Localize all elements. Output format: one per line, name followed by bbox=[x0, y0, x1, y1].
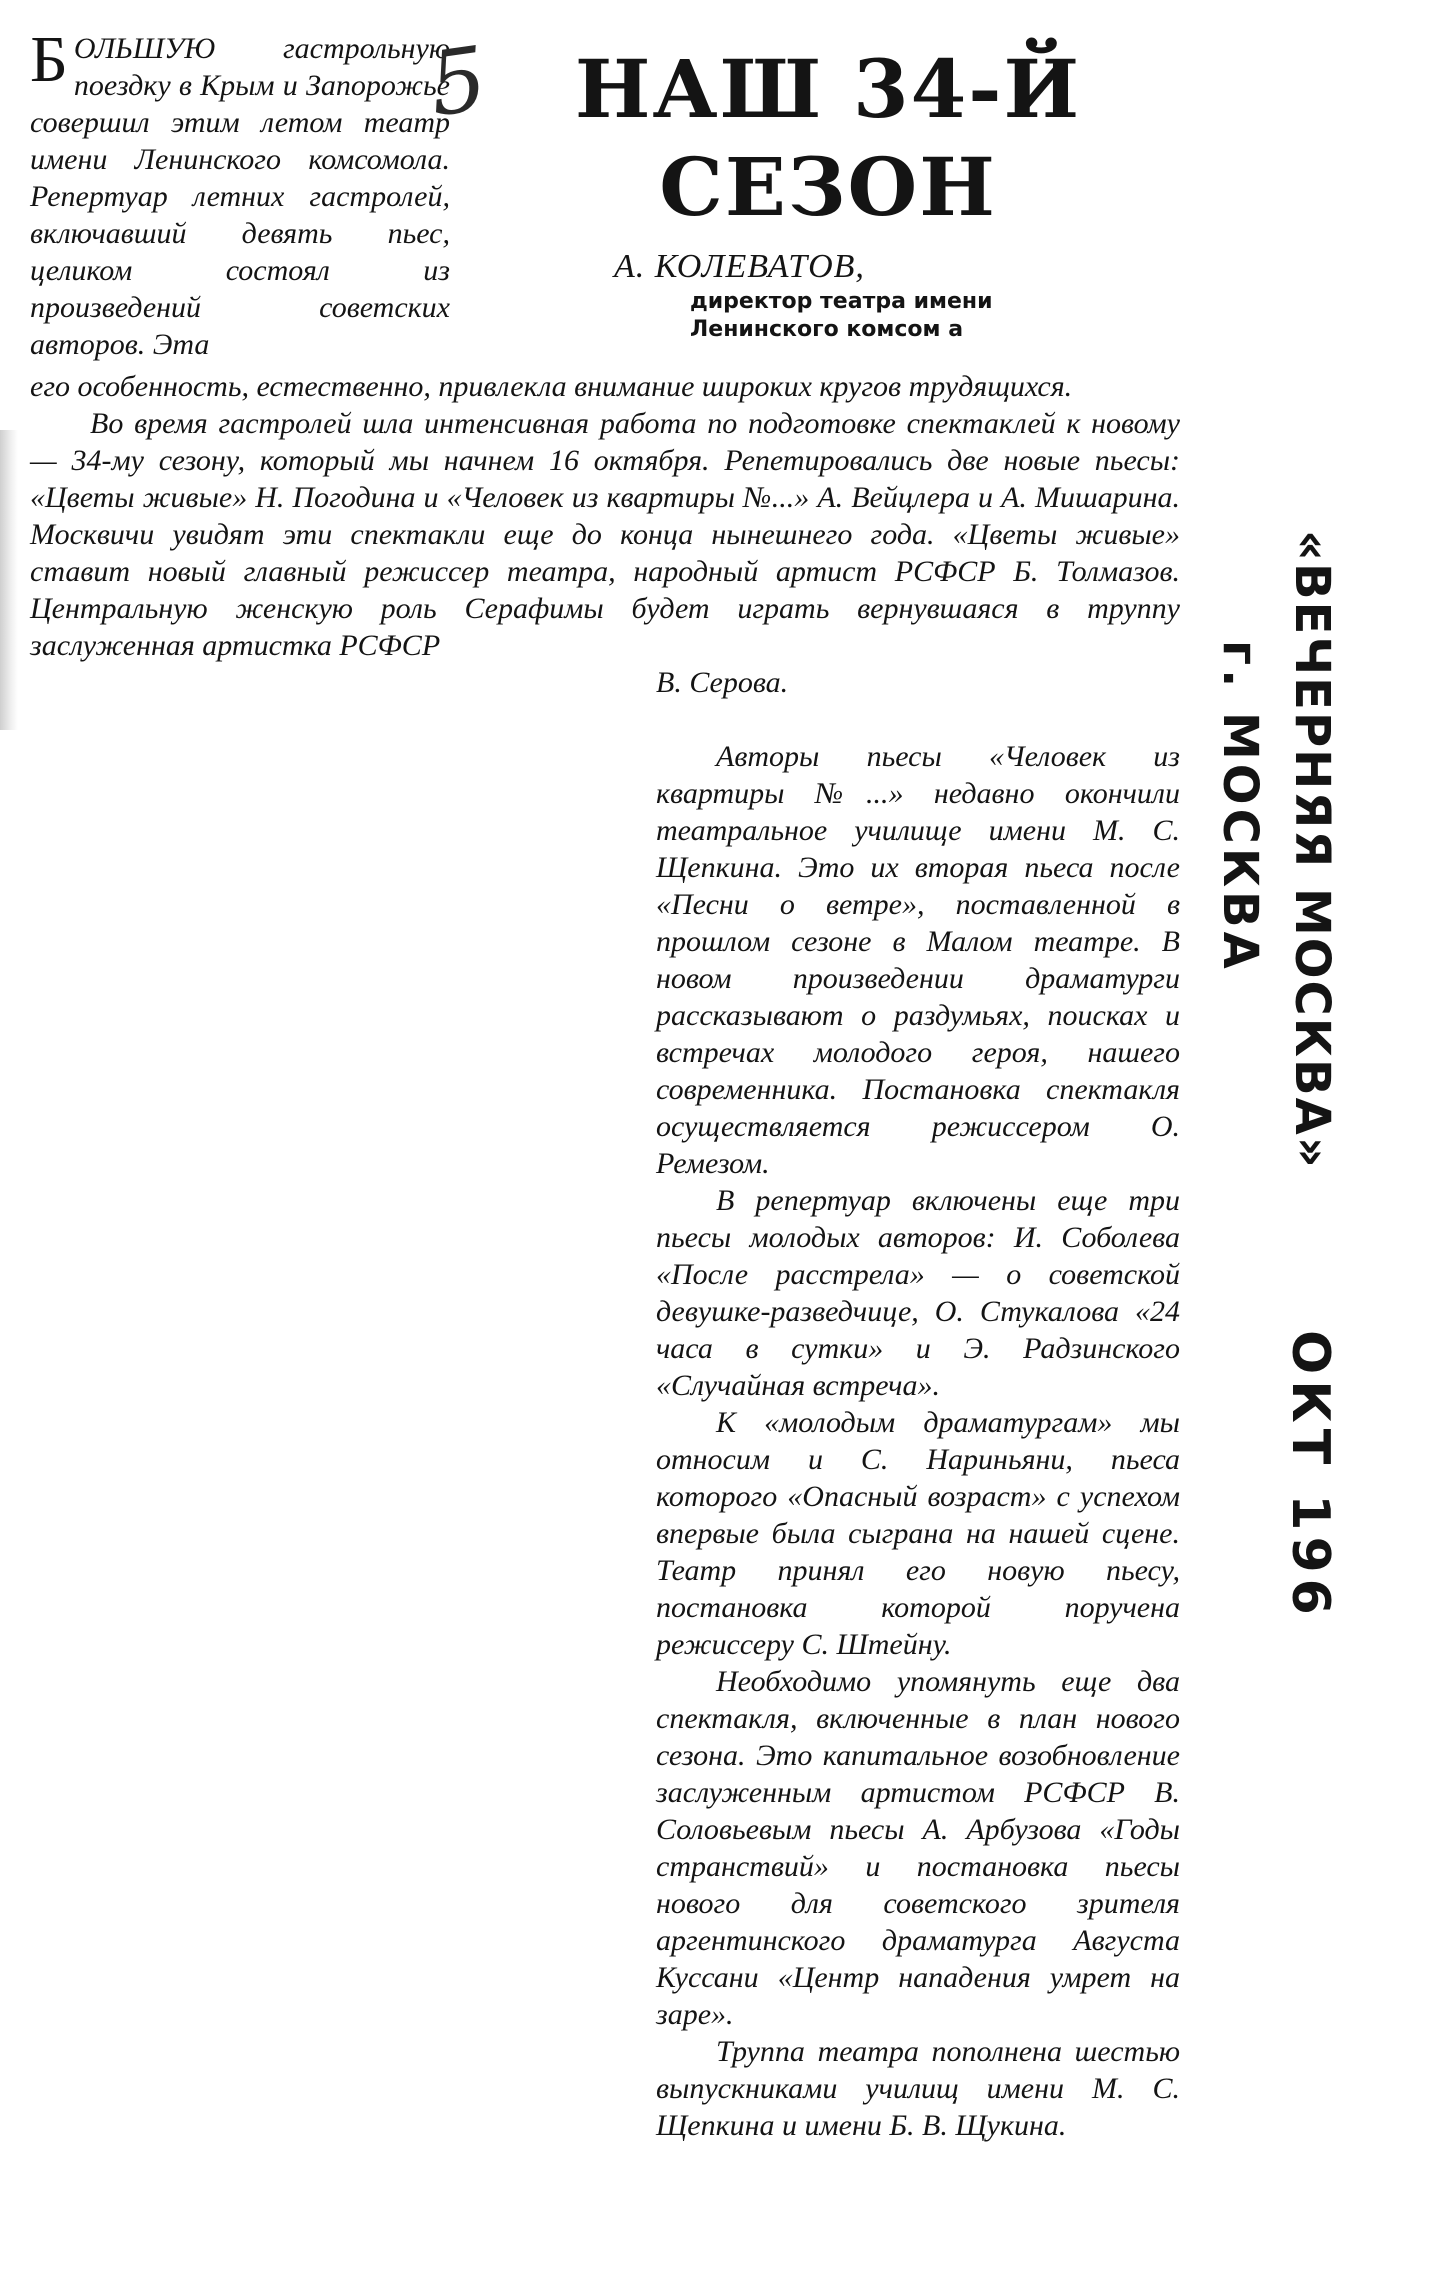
scan-edge-shadow bbox=[0, 430, 18, 730]
column-paragraph: Авторы пьесы «Человек из квартиры №...» недавно окончили театральное училище имени М. С. Щепкина. Это их вторая пьеса после «Песни о ветре», поставленной в прошлом сезоне в Малом театре. В новом произведении драматурги рассказывают о раздумьях, поисках и встречах молодого героя, нашего современника. Постановка спектакля осуществляется режиссером О. Ремезом. bbox=[656, 740, 1180, 1180]
lead-paragraph bbox=[30, 23, 450, 363]
handwritten-number: 5 bbox=[423, 26, 493, 137]
column-paragraph: Труппа театра пополнена шестью выпускниками училищ имени М. С. Щепкина и имени Б. В. Щукина. bbox=[656, 2035, 1180, 2142]
drop-cap: Б bbox=[30, 23, 68, 96]
lead-continuation: его особенность, естественно, привлекла внимание широких кругов трудящихся. bbox=[30, 370, 1073, 403]
stamp-date: ОКТ 196 bbox=[1280, 1330, 1340, 1621]
paragraph-2: Во время гастролей шла интенсивная работа по подготовке спектаклей к новому — 34-му сезону, который мы начнем 16 октября. Репетировались две новые пьесы: «Цветы живые» Н. Погодина и «Человек из квартиры №...» А. Вейцлера и А. Мишарина. Москвичи увидят эти спектакли еще до конца нынешнего года. «Цветы живые» ставит новый главный режиссер театра, народный артист РСФСР Б. Толмазов. Центральную женскую роль Серафимы будет играть вернувшаяся в труппу заслуженная артистка РСФСР bbox=[30, 407, 1180, 662]
article-column bbox=[656, 738, 1180, 2144]
stamp-city: г. МОСКВА bbox=[1212, 640, 1268, 973]
byline-author: А. КОЛЕВАТОВ, bbox=[614, 248, 865, 285]
byline-role: директор театра имени Ленинского комсом а bbox=[690, 289, 993, 342]
column-paragraph: Необходимо упомянуть еще два спектакля, включенные в план нового сезона. Это капитальное возобновление заслуженным артистом РСФСР В. Соловьевым пьесы А. Арбузова «Годы странствий» и постановка пьесы нового для советского зрителя аргентинского драматурга Августа Куссани «Центр нападения умрет на заре». bbox=[656, 1665, 1180, 2031]
column-paragraph: В репертуар включены еще три пьесы молодых авторов: И. Соболева «После расстрела» — о советской девушке-разведчице, О. Стукалова «24 часа в сутки» и Э. Радзинского «Случайная встреча». bbox=[656, 1184, 1180, 1402]
headline: НАШ 34-Й СЕЗОН bbox=[574, 42, 1082, 234]
full-width-text bbox=[30, 368, 1180, 701]
paragraph-2-end: В. Серова. bbox=[656, 666, 789, 699]
lead-text: ОЛЬШУЮ гастрольную поездку в Крым и Запорожье совершил этим летом театр имени Ленинского комсомола. Репертуар летних гастролей, включавший девять пьес, целиком состоял из произведений советских авторов. Эта bbox=[30, 32, 450, 361]
column-paragraph: К «молодым драматургам» мы относим и С. Нариньяни, пьеса которого «Опасный возраст» с успехом впервые была сыграна на нашей сцене. Театр принял его новую пьесу, постановка которой поручена режиссеру С. Штейну. bbox=[656, 1406, 1180, 1661]
stamp-newspaper-name: «ВЕЧЕРНЯЯ МОСКВА» bbox=[1284, 530, 1340, 1170]
